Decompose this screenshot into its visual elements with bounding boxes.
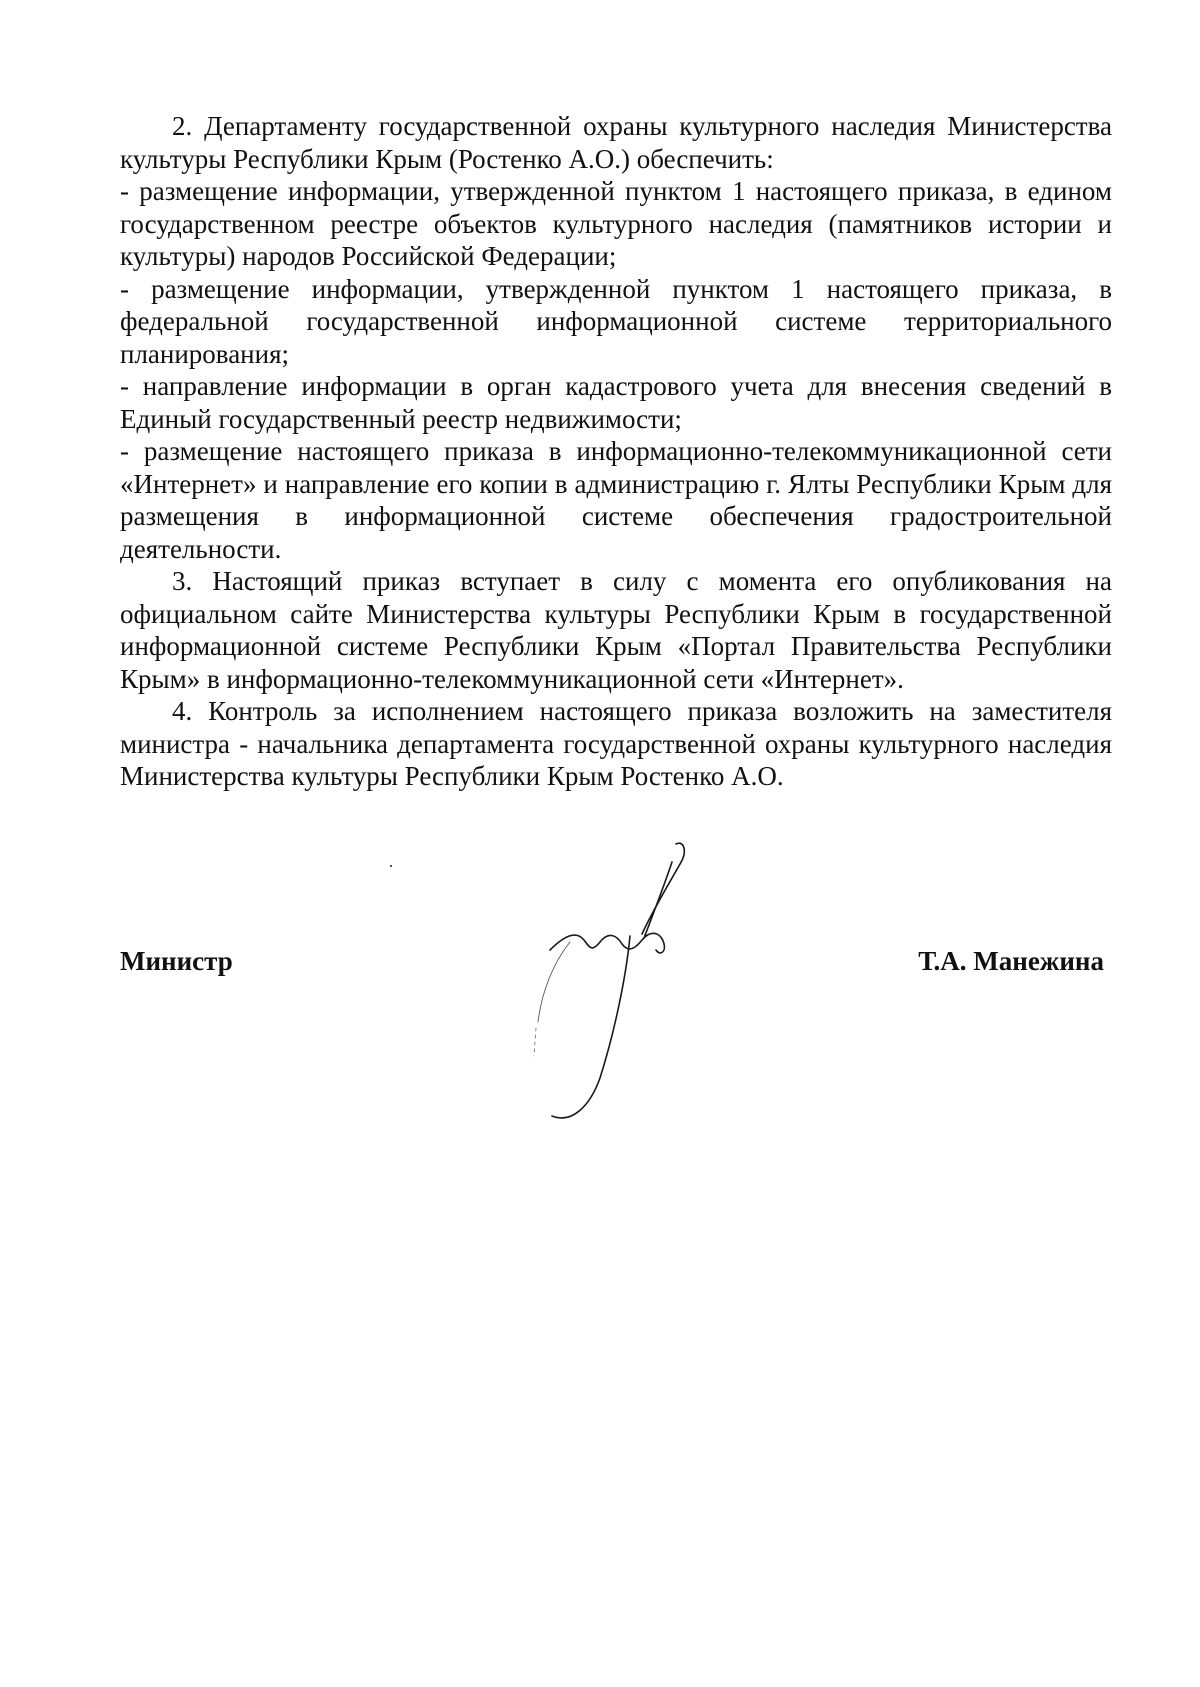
document-body [120,110,1112,793]
list-item-registry: - размещение информации, утвержденной пунктом 1 настоящего приказа, в едином государственном реестре объектов культурного наследия (памятников истории и культуры) народов Российской Федерации; [120,176,1112,271]
signatory-name: Т.А. Манежина [918,946,1104,976]
list-item-internet-publication: - размещение настоящего приказа в информационно-телекоммуникационной сети «Интернет» и направление его копии в администрацию г. Ялты Республики Крым для размещения в информационной системе обеспечения градостроительной деятельности. [120,436,1112,564]
paragraph-2-intro: 2. Департаменту государственной охраны культурного наследия Министерства культуры Республики Крым (Ростенко А.О.) обеспечить: [120,111,1112,174]
scan-speck [390,865,392,867]
list-item-planning-system: - размещение информации, утвержденной пунктом 1 настоящего приказа, в федеральной государственной информационной системе территориального планирования; [120,273,1112,369]
signature-row [120,946,1112,986]
paragraph-3: 3. Настоящий приказ вступает в силу с момента его опубликования на официальном сайте Министерства культуры Республики Крым в государственной информационной системе Республики Крым «Портал Правительства Республики Крым» в информационно-телекоммуникационной сети «Интернет». [120,566,1112,694]
signatory-title: Министр [120,946,233,976]
paragraph-4: 4. Контроль за исполнением настоящего приказа возложить на заместителя министра - начальника департамента государственной охраны культурного наследия Министерства культуры Республики Крым Ростенко А.О. [120,696,1112,791]
list-item-cadastre: - направление информации в орган кадастрового учета для внесения сведений в Единый государственный реестр недвижимости; [120,371,1112,434]
